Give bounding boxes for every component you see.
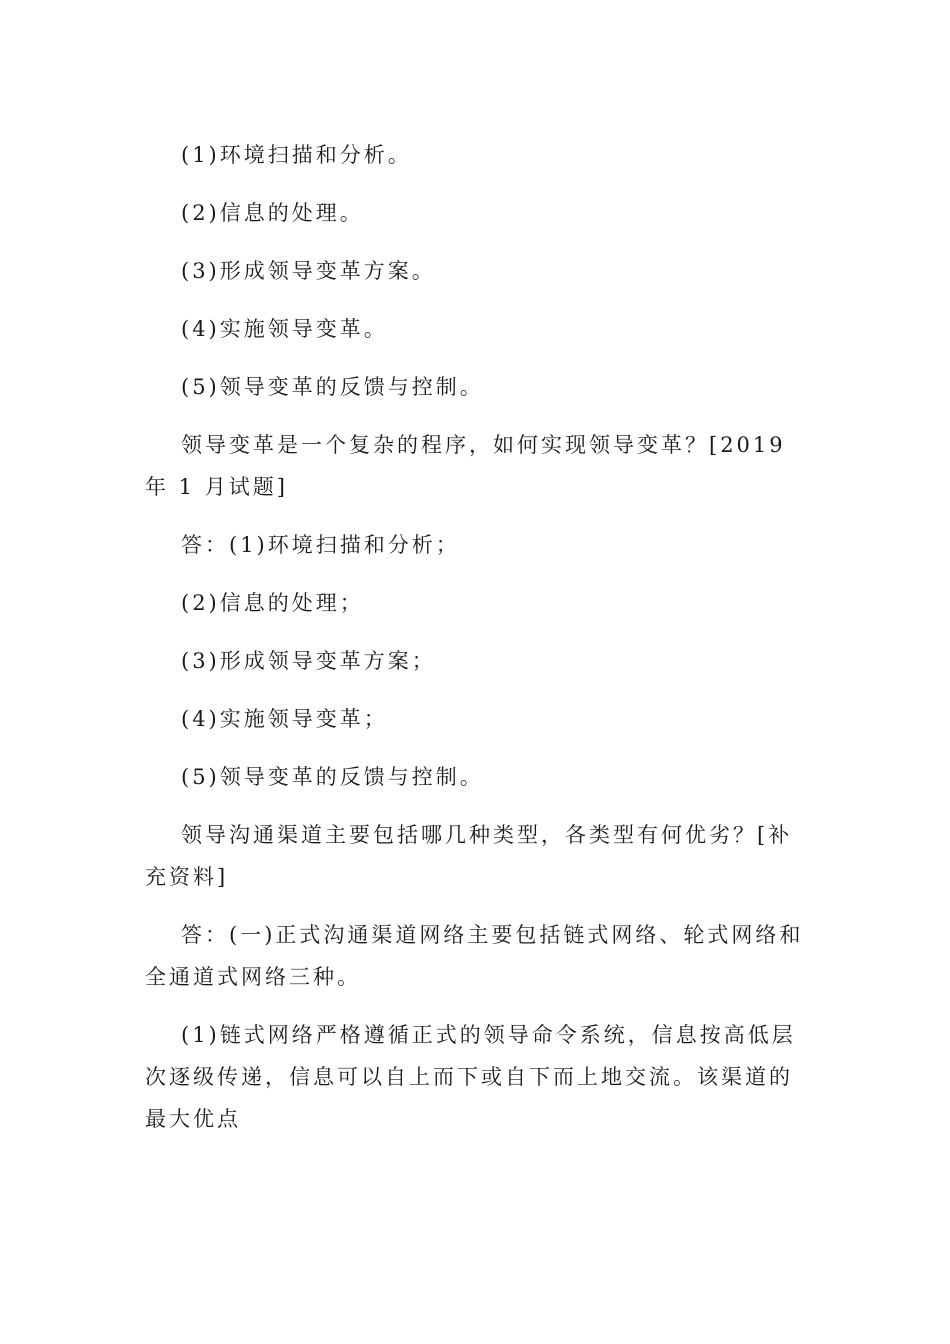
list-item-implement: (4)实施领导变革。 (181, 317, 388, 341)
list-item-environment-scan: (1)环境扫描和分析。 (181, 143, 412, 167)
answer-item-environment-scan: 答：(1)环境扫描和分析； (181, 533, 460, 557)
question-communication-channels: 领导沟通渠道主要包括哪几种类型，各类型有何优劣？[补充资料] (145, 823, 793, 889)
answer-chain-network: (1)链式网络严格遵循正式的领导命令系统，信息按高低层次逐级传递，信息可以自上而下或自下而上地交流。该渠道的最大优点 (145, 1023, 796, 1131)
list-item-form-plan: (3)形成领导变革方案。 (181, 259, 436, 283)
answer-formal-channels: 答：(一)正式沟通渠道网络主要包括链式网络、轮式网络和全通道式网络三种。 (145, 923, 804, 989)
answer-item-form-plan: (3)形成领导变革方案； (181, 649, 436, 673)
document-body (145, 134, 807, 1156)
answer-item-feedback-control: (5)领导变革的反馈与控制。 (181, 765, 484, 789)
answer-item-implement: (4)实施领导变革； (181, 707, 388, 731)
list-item-info-processing: (2)信息的处理。 (181, 201, 364, 225)
question-leadership-change: 领导变革是一个复杂的程序，如何实现领导变革？[2019 年 1 月试题] (145, 433, 786, 499)
answer-item-info-processing: (2)信息的处理； (181, 591, 364, 615)
list-item-feedback-control: (5)领导变革的反馈与控制。 (181, 375, 484, 399)
